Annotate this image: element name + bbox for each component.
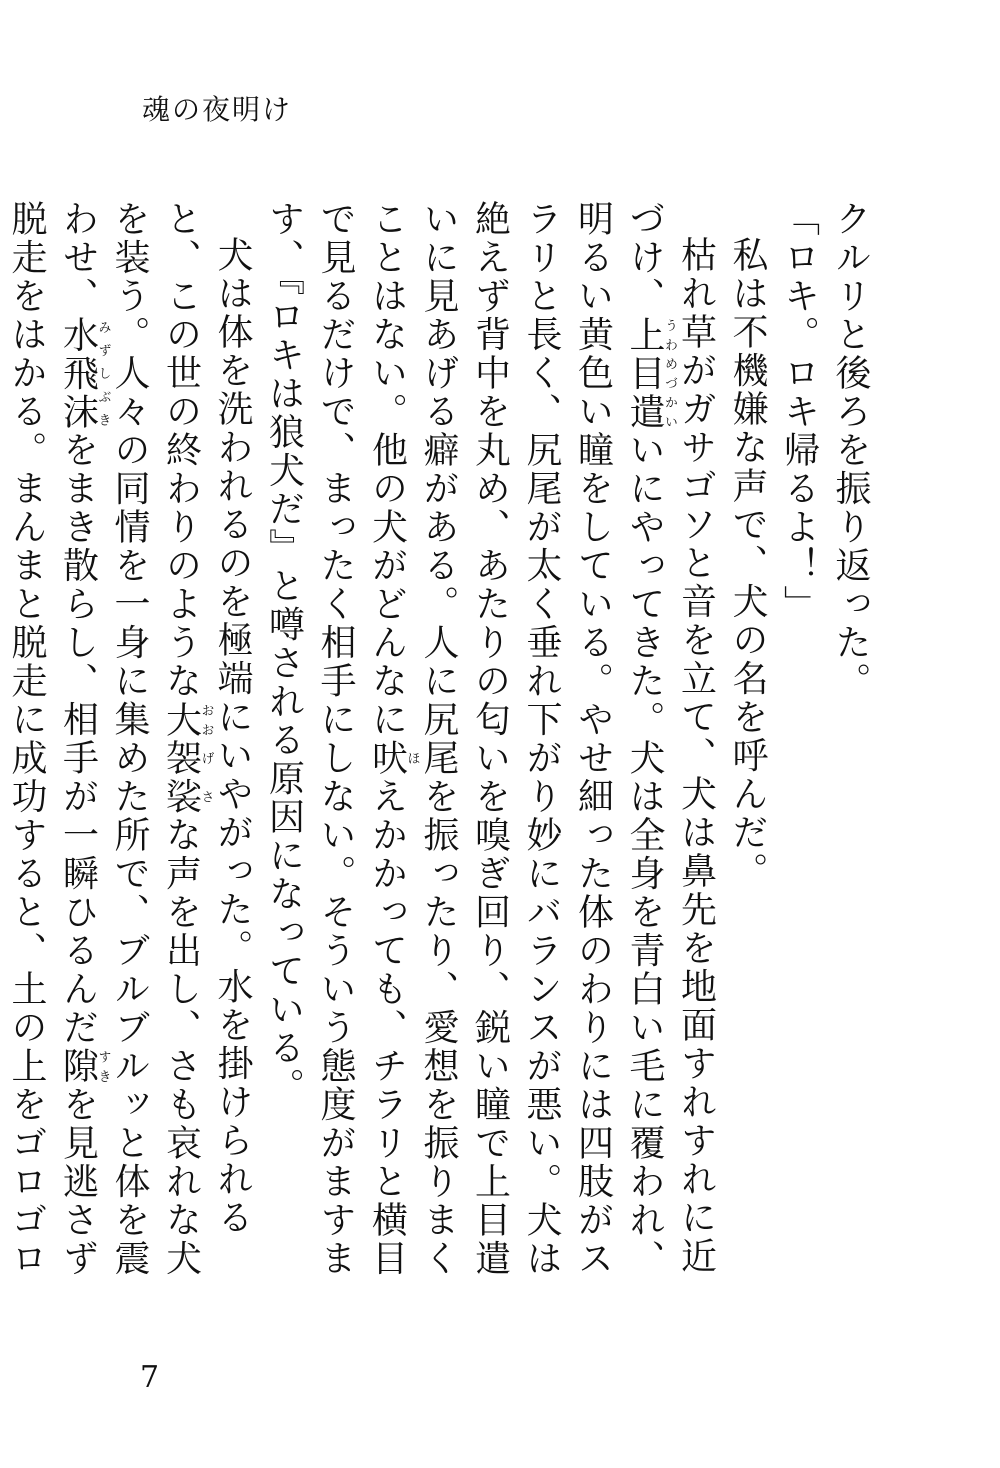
- ruby-base-oo: 大: [160, 700, 202, 739]
- paragraph-2: 「ロキ。ロキ帰るよ！」: [778, 200, 820, 624]
- ruby-base-suki: 隙: [57, 1047, 99, 1086]
- ruby-ho: [366, 739, 420, 778]
- ruby-uwamezukai: [624, 315, 677, 432]
- paragraph-4-text-a: 枯れ草がガサゴソと音を立て、犬は鼻先を地面すれすれに近づけ、: [624, 200, 717, 1276]
- paragraph-5-text-a: 犬は体を洗われるのを極端にいやがった。水を掛けられると、この世の終わりのような: [160, 200, 253, 1237]
- paragraph-3: 私は不機嫌な声で、犬の名を呼んだ。: [727, 236, 768, 891]
- page-number: 7: [140, 1360, 160, 1395]
- ruby-reading-uwamezukai: うわめづかい: [662, 315, 677, 431]
- ruby-base-mizushibuki: 水飛沫: [57, 315, 99, 431]
- ruby-reading-mizushibuki: みずしぶき: [95, 315, 111, 431]
- ruby-reading-gesa: げさ: [198, 739, 214, 816]
- paragraph-4: [258, 200, 722, 1310]
- paragraph-4-text-c: いにやってきた。犬は全身を青白い毛に覆われ、明るい黄色い瞳をしている。やせ細った体のわりには四肢がスラリと長く、尻尾が太く垂れ下がり妙にバランスが悪い。犬は絶えず背中を丸め、あたりの匂いを嗅ぎ回り、鋭い瞳で上目遣いに見あげる癖がある。人に尻尾を振ったり、愛想を振りまくことはない。他の犬がどんなに: [366, 200, 665, 1278]
- paragraph-5-text-h: を見逃さず脱走をはかる。まんまと脱走に成功すると、土の上をゴロゴロ: [6, 200, 99, 1278]
- ruby-reading-suki: すき: [95, 1047, 111, 1086]
- paragraph-5-text-f: をまき散らし、相手が一瞬ひるんだ: [57, 431, 99, 1047]
- paragraph-5-text-d: な声を出し、さも哀れな犬を装う。人々の同情を一身に集めた所で、ブルブルッと体を震わせ、: [57, 200, 202, 1278]
- paragraph-5: [0, 200, 258, 1310]
- running-header: 魂の夜明け: [142, 93, 293, 126]
- paragraph-1: クルリと後ろを振り返った。: [830, 200, 871, 701]
- ruby-mizushibuki: [57, 315, 111, 432]
- ruby-oo: [160, 700, 214, 740]
- ruby-reading-oo: おお: [198, 700, 214, 739]
- paragraph-4-text-e: えかかっても、チラリと横目で見るだけで、まったく相手にしない。そういう態度がますます、『ロキは狼犬だ』と噂される原因になっている。: [263, 200, 408, 1278]
- vertical-body-text: [6, 200, 876, 1310]
- ruby-base-uwamezukai: 上目遣: [624, 315, 665, 431]
- ruby-base-ho: 吠: [366, 739, 408, 778]
- ruby-reading-ho: ほ: [404, 739, 420, 778]
- ruby-suki: [57, 1047, 111, 1086]
- ruby-gesa: [160, 739, 214, 816]
- ruby-base-gesa: 袈裟: [160, 739, 202, 816]
